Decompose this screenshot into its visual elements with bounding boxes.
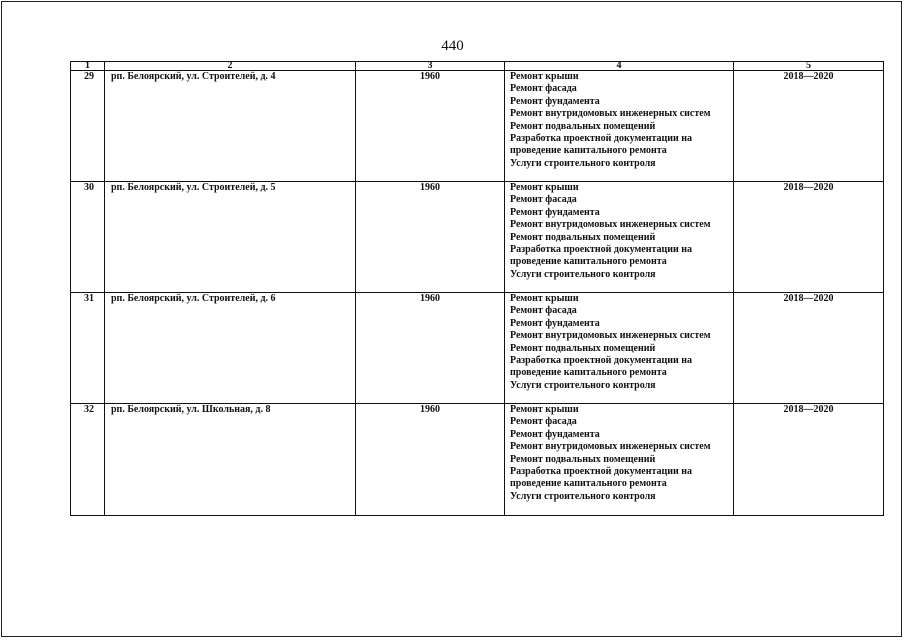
header-col-2: 2	[105, 62, 356, 71]
row-address: рп. Белоярский, ул. Строителей, д. 4	[105, 71, 356, 182]
work-item: Ремонт крыши	[510, 71, 579, 82]
header-col-5: 5	[734, 62, 884, 71]
work-item: Услуги строительного контроля	[510, 490, 656, 502]
table-row	[71, 404, 884, 516]
work-item: проведение капитального ремонта	[510, 256, 667, 268]
row-year: 1960	[356, 293, 505, 404]
work-item: Ремонт подвальных помещений	[510, 120, 656, 132]
row-number: 29	[71, 71, 105, 182]
work-item: Услуги строительного контроля	[510, 268, 656, 280]
work-item: Ремонт фундамента	[510, 317, 600, 329]
page-number: 440	[441, 38, 464, 54]
work-item: Ремонт фундамента	[510, 206, 600, 218]
work-item: Ремонт фасада	[510, 305, 577, 317]
row-works	[505, 293, 734, 404]
work-item: Ремонт подвальных помещений	[510, 342, 656, 354]
work-item: Ремонт крыши	[510, 293, 579, 304]
repair-table	[70, 61, 884, 516]
work-item: Услуги строительного контроля	[510, 157, 656, 169]
table-row	[71, 293, 884, 404]
work-item: Ремонт внутридомовых инженерных систем	[510, 108, 711, 120]
row-works	[505, 404, 734, 516]
row-address: рп. Белоярский, ул. Строителей, д. 6	[105, 293, 356, 404]
header-col-4: 4	[505, 62, 734, 71]
work-item: Разработка проектной документации на	[510, 466, 693, 478]
header-col-1: 1	[71, 62, 105, 71]
row-number: 32	[71, 404, 105, 516]
row-works	[505, 182, 734, 293]
work-item: Ремонт фундамента	[510, 95, 600, 107]
row-year: 1960	[356, 71, 505, 182]
work-item: Ремонт подвальных помещений	[510, 231, 656, 243]
row-number: 31	[71, 293, 105, 404]
row-year: 1960	[356, 182, 505, 293]
row-period: 2018—2020	[734, 404, 884, 516]
work-item: Разработка проектной документации на	[510, 244, 693, 256]
work-item: проведение капитального ремонта	[510, 367, 667, 379]
work-item: Ремонт фасада	[510, 83, 577, 95]
row-address: рп. Белоярский, ул. Школьная, д. 8	[105, 404, 356, 516]
work-item: Ремонт фасада	[510, 416, 577, 428]
work-item: проведение капитального ремонта	[510, 478, 667, 490]
work-item: Разработка проектной документации на	[510, 355, 693, 367]
work-item: Разработка проектной документации на	[510, 133, 693, 145]
header-col-3: 3	[356, 62, 505, 71]
row-period: 2018—2020	[734, 182, 884, 293]
header-row	[71, 62, 884, 71]
work-item: Ремонт фасада	[510, 194, 577, 206]
work-item: Ремонт фундамента	[510, 428, 600, 440]
work-item: Ремонт внутридомовых инженерных систем	[510, 219, 711, 231]
work-item: проведение капитального ремонта	[510, 145, 667, 157]
row-period: 2018—2020	[734, 293, 884, 404]
row-address: рп. Белоярский, ул. Строителей, д. 5	[105, 182, 356, 293]
work-item: Ремонт внутридомовых инженерных систем	[510, 441, 711, 453]
row-number: 30	[71, 182, 105, 293]
table-row	[71, 182, 884, 293]
row-year: 1960	[356, 404, 505, 516]
work-item: Услуги строительного контроля	[510, 379, 656, 391]
table-row	[71, 71, 884, 182]
work-item: Ремонт подвальных помещений	[510, 453, 656, 465]
row-period: 2018—2020	[734, 71, 884, 182]
row-works	[505, 71, 734, 182]
work-item: Ремонт внутридомовых инженерных систем	[510, 330, 711, 342]
work-item: Ремонт крыши	[510, 404, 579, 415]
work-item: Ремонт крыши	[510, 182, 579, 193]
